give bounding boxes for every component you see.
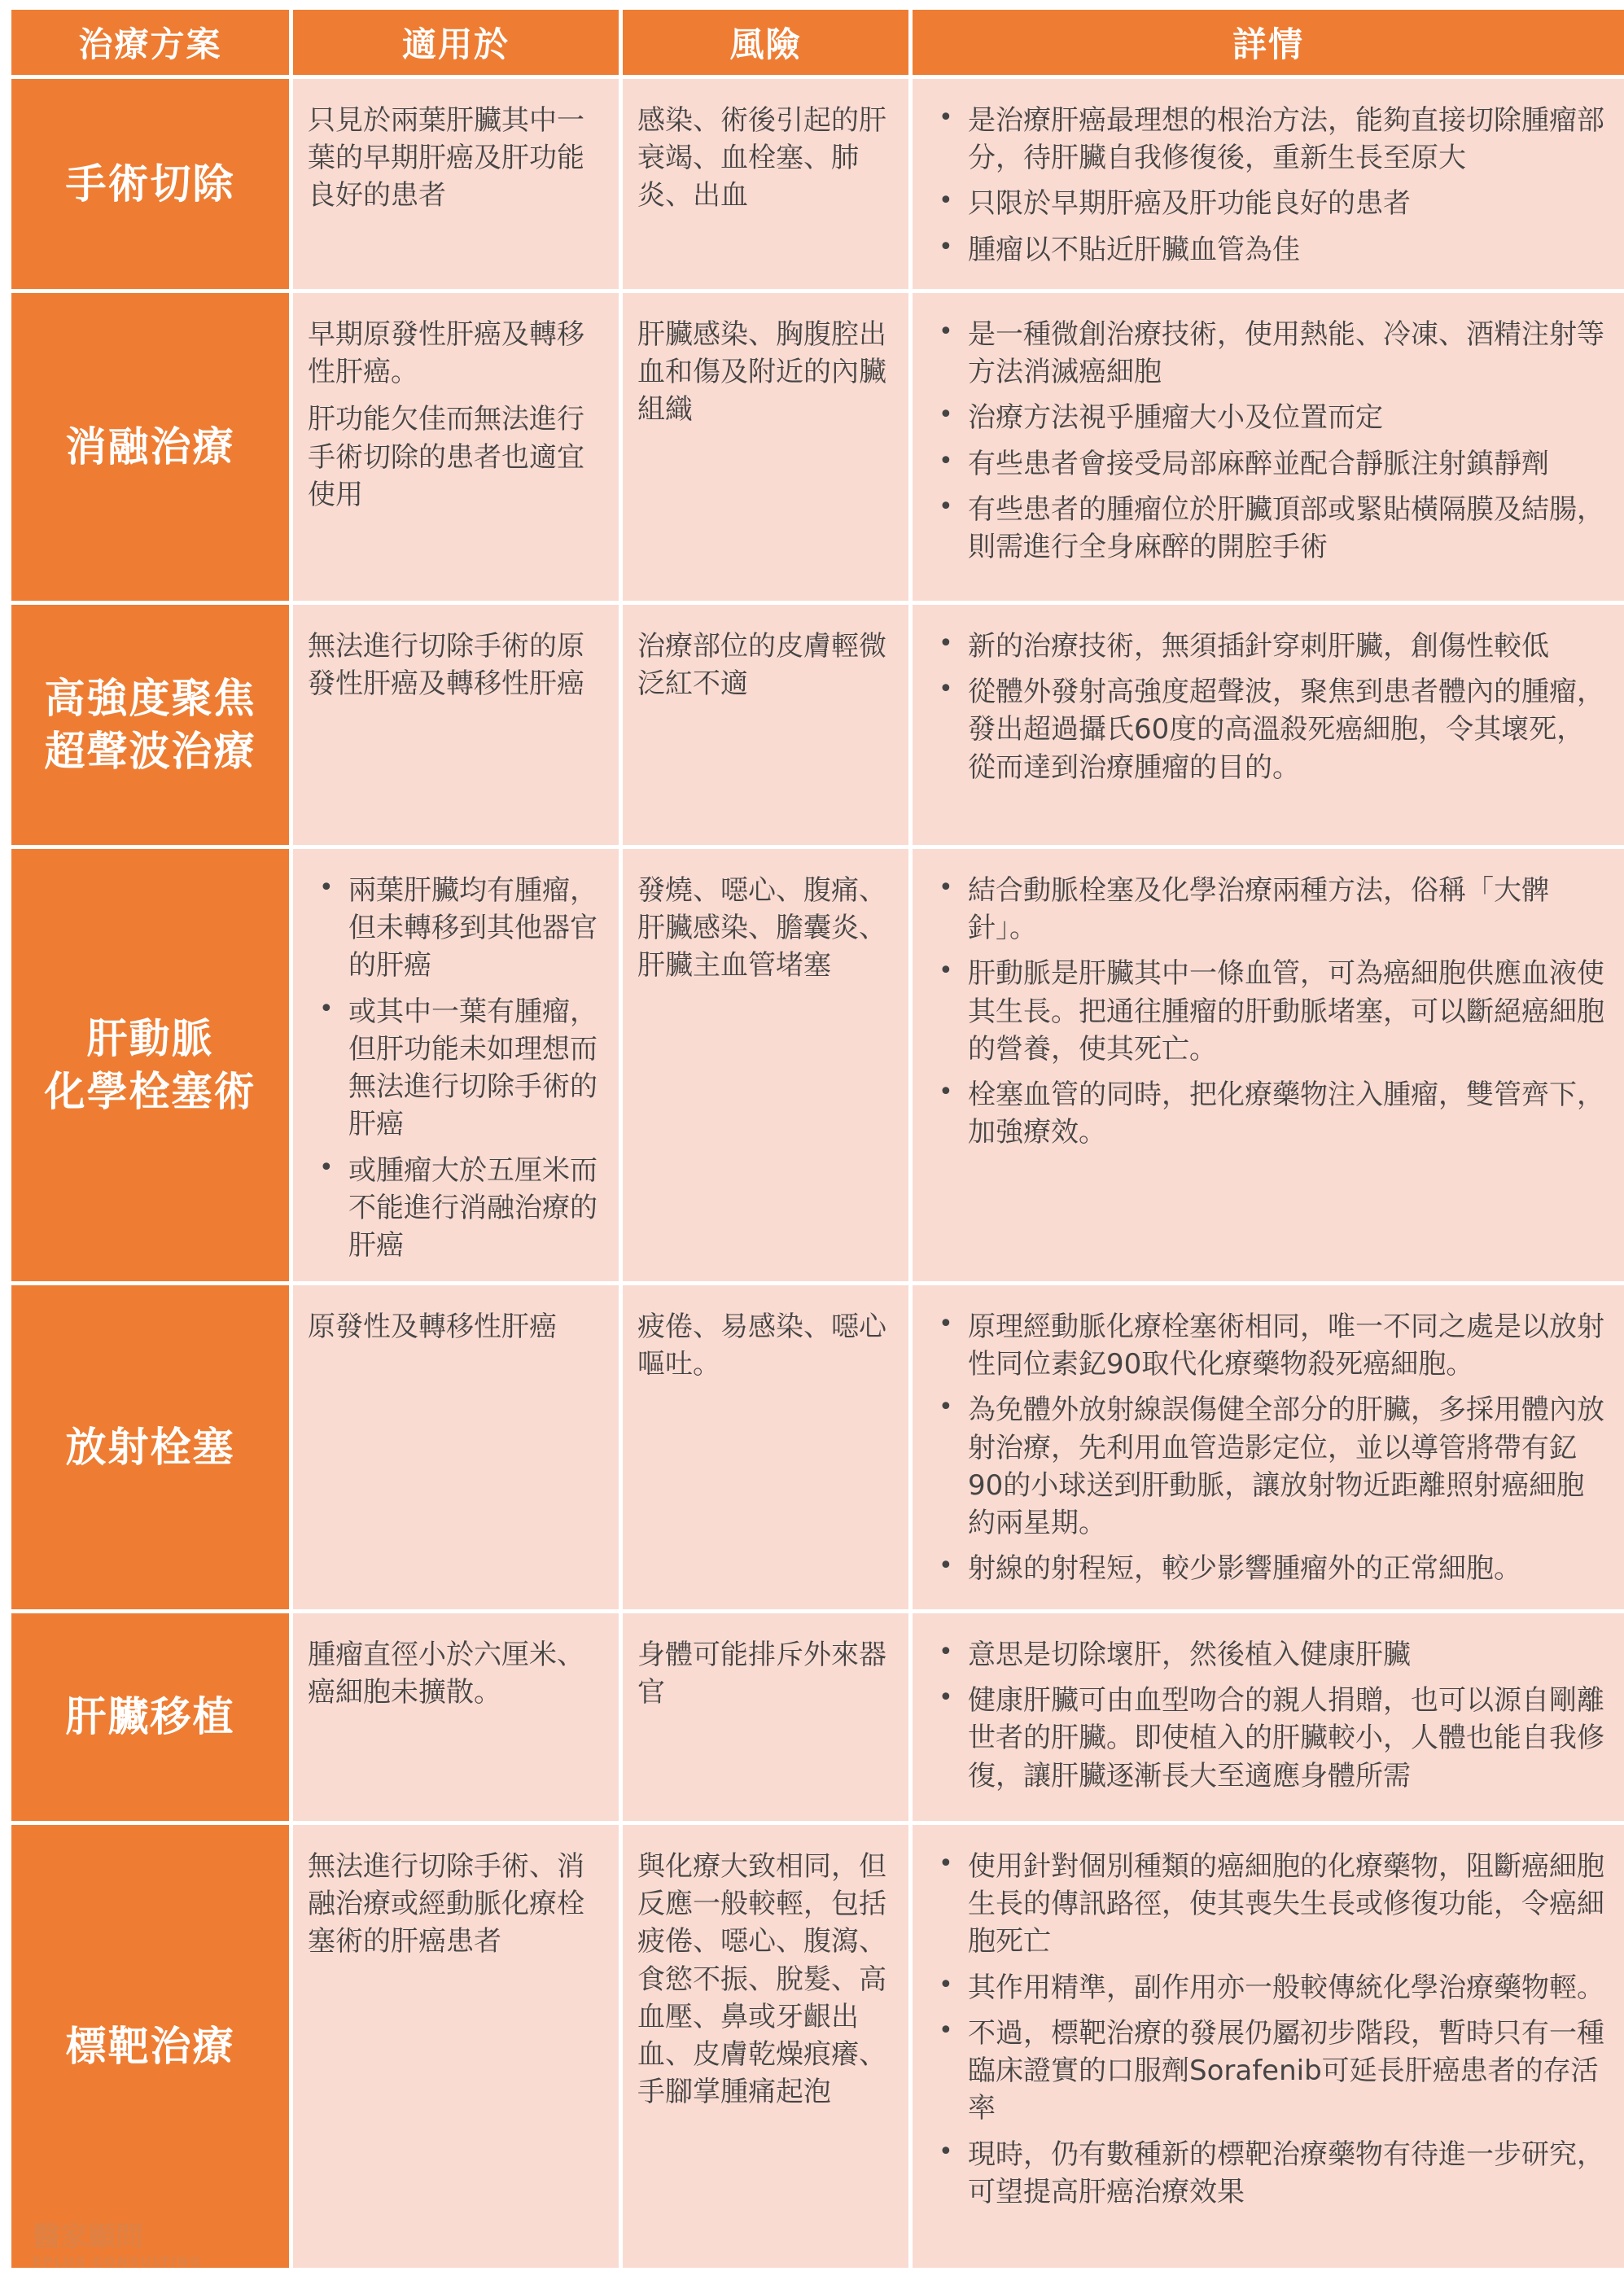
detail-item xyxy=(927,491,1609,566)
detail-item-text: 射線的射程短，較少影響腫瘤外的正常細胞。 xyxy=(968,1552,1521,1586)
detail-item-list xyxy=(927,316,1609,566)
detail-item-text: 只限於早期肝癌及肝功能良好的患者 xyxy=(968,187,1411,221)
suitable-text: 無法進行切除手術的原發性肝癌及轉移性肝癌 xyxy=(308,630,584,701)
detail-item xyxy=(927,1848,1609,1961)
detail-item-text: 是治療肝癌最理想的根治方法，能夠直接切除腫瘤部分，待肝臟自我修復後，重新生長至原大 xyxy=(968,104,1604,175)
bullet-icon: • xyxy=(939,2015,953,2045)
bullet-icon: • xyxy=(939,1849,953,1878)
detail-item-text: 肝動脈是肝臟其中一條血管，可為癌細胞供應血液使其生長。把通往腫瘤的肝動脈堵塞，可以斷絕癌細胞的營養，使其死亡。 xyxy=(968,957,1604,1066)
bullet-icon: • xyxy=(939,1683,953,1713)
bullet-icon: • xyxy=(939,1638,953,1666)
detail-item-list xyxy=(927,872,1609,1152)
treatment-title: 肝動脈 化學栓塞術 xyxy=(11,849,289,1281)
detail-item-text: 從體外發射高強度超聲波，聚焦到患者體內的腫瘤，發出超過攝氏60度的高溫殺死癌細胞，令其壞死，從而達到治療腫瘤的目的。 xyxy=(968,676,1604,784)
detail-item xyxy=(927,399,1609,436)
details-cell xyxy=(913,293,1624,601)
bullet-icon: • xyxy=(939,186,953,216)
detail-item-text: 其作用精準，副作用亦一般較傳統化學治療藥物輕。 xyxy=(968,1971,1604,2004)
detail-item-list xyxy=(927,1308,1609,1588)
detail-item-text: 不過，標靶治療的發展仍屬初步階段，暫時只有一種臨床證實的口服劑Sorafenib可延長肝癌患者的存活率 xyxy=(968,2016,1604,2125)
bullet-icon: • xyxy=(939,1551,953,1581)
detail-item-text: 有些患者會接受局部麻醉並配合靜脈注射鎮靜劑 xyxy=(968,447,1549,480)
suitable-cell xyxy=(293,293,619,601)
detail-item-text: 腫瘤以不貼近肝臟血管為佳 xyxy=(968,233,1300,266)
bullet-icon: • xyxy=(319,1153,334,1182)
suitable-text: 原發性及轉移性肝癌 xyxy=(308,1311,557,1343)
risk-cell xyxy=(623,605,908,845)
detail-item xyxy=(927,102,1609,177)
treatment-title: 標靶治療 xyxy=(11,1825,289,2268)
detail-item xyxy=(927,2136,1609,2211)
treatment-title: 放射栓塞 xyxy=(11,1285,289,1609)
suitable-cell xyxy=(293,849,619,1281)
detail-item-text: 新的治療技術，無須插針穿刺肝臟，創傷性較低 xyxy=(968,630,1549,663)
detail-item-text: 為免體外放射線誤傷健全部分的肝臟，多採用體內放射治療，先利用血管造影定位，並以導管將帶有釔90的小球送到肝動脈，讓放射物近距離照射癌細胞約兩星期。 xyxy=(968,1394,1604,1540)
header-details: 詳情 xyxy=(913,10,1624,75)
suitable-text: 肝功能欠佳而無法進行手術切除的患者也適宜使用 xyxy=(308,403,584,511)
risk-cell xyxy=(623,1825,908,2268)
suitable-text: 無法進行切除手術、消融治療或經動脈化療栓塞術的肝癌患者 xyxy=(308,1850,584,1958)
risk-cell xyxy=(623,1613,908,1821)
bullet-icon: • xyxy=(939,1970,953,1999)
bullet-icon: • xyxy=(939,629,953,658)
risk-cell xyxy=(623,1285,908,1609)
detail-item-text: 健康肝臟可由血型吻合的親人捐贈，也可以源自剛離世者的肝臟。即使植入的肝臟較小，人體也能自我修復，讓肝臟逐漸長大至適應身體所需 xyxy=(968,1684,1604,1792)
bullet-icon: • xyxy=(939,400,953,430)
detail-item xyxy=(927,316,1609,391)
risk-text: 發燒、噁心、腹痛、肝臟感染、膽囊炎、肝臟主血管堵塞 xyxy=(637,874,886,982)
risk-cell xyxy=(623,293,908,601)
suitable-item xyxy=(308,1152,604,1265)
detail-item xyxy=(927,1391,1609,1542)
bullet-icon: • xyxy=(319,873,334,902)
detail-item-text: 栓塞血管的同時，把化療藥物注入腫瘤，雙管齊下，加強療效。 xyxy=(968,1079,1604,1149)
detail-item xyxy=(927,673,1609,786)
suitable-item-list xyxy=(308,872,604,1264)
treatment-title: 手術切除 xyxy=(11,79,289,289)
detail-item xyxy=(927,628,1609,665)
suitable-item xyxy=(308,872,604,985)
details-cell xyxy=(913,849,1624,1281)
details-cell xyxy=(913,605,1624,845)
header-treatment: 治療方案 xyxy=(11,10,289,75)
suitable-cell xyxy=(293,1613,619,1821)
risk-text: 疲倦、易感染、噁心嘔吐。 xyxy=(637,1311,886,1381)
details-cell xyxy=(913,1285,1624,1609)
detail-item xyxy=(927,1550,1609,1587)
detail-item xyxy=(927,1076,1609,1151)
details-cell xyxy=(913,1825,1624,2268)
bullet-icon: • xyxy=(319,994,334,1023)
detail-item-text: 結合動脈栓塞及化學治療兩種方法，俗稱「大髀針」。 xyxy=(968,874,1549,945)
bullet-icon: • xyxy=(939,1393,953,1422)
suitable-cell xyxy=(293,605,619,845)
bullet-icon: • xyxy=(939,317,953,346)
bullet-icon: • xyxy=(939,873,953,902)
suitable-item xyxy=(308,993,604,1144)
bullet-icon: • xyxy=(939,1310,953,1338)
detail-item-list xyxy=(927,628,1609,786)
detail-item xyxy=(927,1682,1609,1795)
detail-item xyxy=(927,231,1609,269)
suitable-text: 腫瘤直徑小於六厘米、癌細胞未擴散。 xyxy=(308,1639,584,1709)
detail-item xyxy=(927,1969,1609,2006)
treatment-title: 消融治療 xyxy=(11,293,289,601)
detail-item-list xyxy=(927,102,1609,269)
bullet-icon: • xyxy=(939,492,953,521)
suitable-item-text: 或其中一葉有腫瘤，但肝功能未如理想而無法進行切除手術的肝癌 xyxy=(348,995,598,1141)
suitable-cell xyxy=(293,1825,619,2268)
bullet-icon: • xyxy=(939,2137,953,2166)
risk-text: 與化療大致相同，但反應一般較輕，包括疲倦、噁心、腹瀉、食慾不振、脫髮、高血壓、鼻或牙齦出血、皮膚乾燥痕癢、手腳掌腫痛起泡 xyxy=(637,1850,886,2109)
detail-item-text: 是一種微創治療技術，使用熱能、冷凍、酒精注射等方法消滅癌細胞 xyxy=(968,318,1604,389)
detail-item xyxy=(927,1308,1609,1383)
risk-cell xyxy=(623,79,908,289)
header-suitable: 適用於 xyxy=(293,10,619,75)
suitable-cell xyxy=(293,79,619,289)
details-cell xyxy=(913,79,1624,289)
bullet-icon: • xyxy=(939,675,953,704)
detail-item-text: 原理經動脈化療栓塞術相同，唯一不同之處是以放射性同位素釔90取代化療藥物殺死癌細胞。 xyxy=(968,1311,1604,1381)
bullet-icon: • xyxy=(939,103,953,132)
detail-item-text: 有些患者的腫瘤位於肝臟頂部或緊貼橫隔膜及結腸，則需進行全身麻醉的開腔手術 xyxy=(968,492,1604,564)
risk-text: 肝臟感染、胸腹腔出血和傷及附近的內臟組織 xyxy=(637,318,886,427)
risk-cell xyxy=(623,849,908,1281)
detail-item xyxy=(927,185,1609,222)
risk-text: 治療部位的皮膚輕微泛紅不適 xyxy=(637,630,886,701)
detail-item-text: 現時，仍有數種新的標靶治療藥物有待進一步研究，可望提高肝癌治療效果 xyxy=(968,2138,1604,2208)
risk-text: 身體可能排斥外來器官 xyxy=(637,1639,886,1709)
bullet-icon: • xyxy=(939,446,953,475)
bullet-icon: • xyxy=(939,956,953,986)
suitable-text: 早期原發性肝癌及轉移性肝癌。 xyxy=(308,318,584,389)
risk-text: 感染、術後引起的肝衰竭、血栓塞、肺炎、出血 xyxy=(637,104,886,212)
bullet-icon: • xyxy=(939,1078,953,1107)
detail-item xyxy=(927,872,1609,947)
treatment-title: 肝臟移植 xyxy=(11,1613,289,1821)
detail-item-list xyxy=(927,1636,1609,1795)
suitable-text: 只見於兩葉肝臟其中一葉的早期肝癌及肝功能良好的患者 xyxy=(308,104,584,212)
suitable-item-text: 或腫瘤大於五厘米而不能進行消融治療的肝癌 xyxy=(348,1153,598,1263)
detail-item xyxy=(927,1636,1609,1674)
bullet-icon: • xyxy=(939,232,953,261)
details-cell xyxy=(913,1613,1624,1821)
detail-item-list xyxy=(927,1848,1609,2211)
suitable-cell xyxy=(293,1285,619,1609)
detail-item xyxy=(927,445,1609,483)
treatment-table xyxy=(11,10,1612,2269)
treatment-title: 高強度聚焦 超聲波治療 xyxy=(11,605,289,845)
detail-item-text: 意思是切除壞肝，然後植入健康肝臟 xyxy=(968,1639,1411,1671)
detail-item xyxy=(927,955,1609,1068)
suitable-item-text: 兩葉肝臟均有腫瘤，但未轉移到其他器官的肝癌 xyxy=(348,874,598,982)
detail-item xyxy=(927,2015,1609,2128)
detail-item-text: 使用針對個別種類的癌細胞的化療藥物，阻斷癌細胞生長的傳訊路徑，使其喪失生長或修復功能，令癌細胞死亡 xyxy=(968,1850,1604,1958)
detail-item-text: 治療方法視乎腫瘤大小及位置而定 xyxy=(968,401,1383,435)
header-risk: 風險 xyxy=(623,10,908,75)
